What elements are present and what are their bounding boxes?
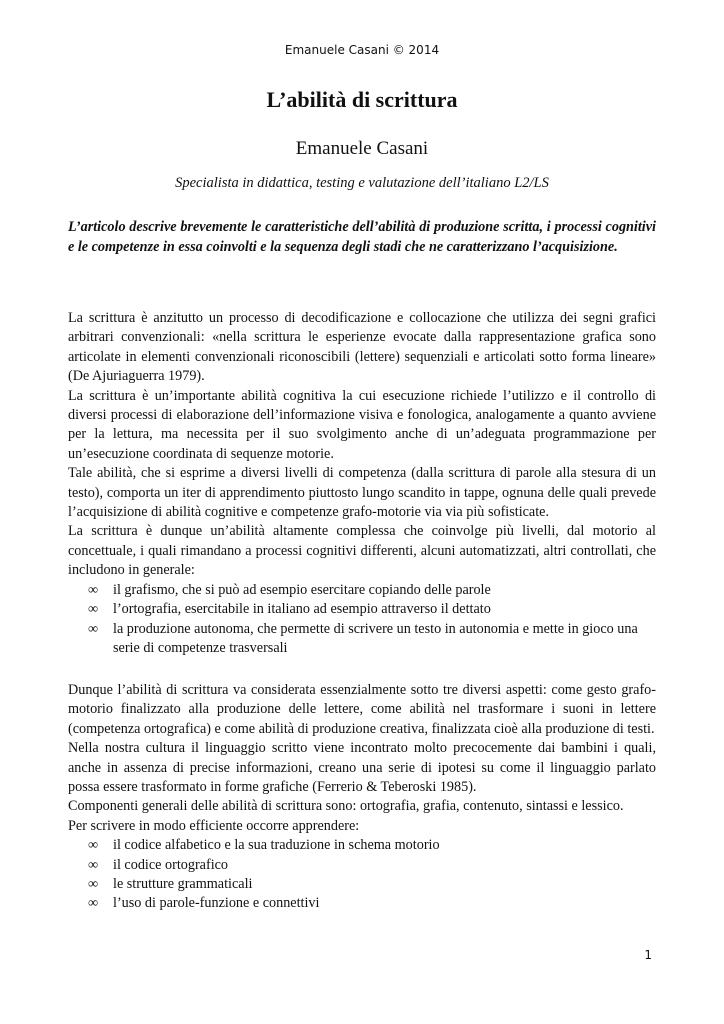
author-affiliation: Specialista in didattica, testing e valutazione dell’italiano L2/LS: [175, 175, 549, 191]
paragraph: Componenti generali delle abilità di scrittura sono: ortografia, grafia, contenuto, sintassi e lessico.: [68, 798, 624, 815]
author-name: Emanuele Casani: [295, 138, 429, 159]
infinity-bullet-icon: ∞: [88, 837, 99, 854]
infinity-bullet-icon: ∞: [88, 581, 99, 598]
running-header: Emanuele Casani © 2014: [284, 43, 440, 57]
paragraph: Tale abilità, che si esprime a diversi livelli di competenza (dalla scrittura di parole alla stesura di un testo), comporta un iter di apprendimento piuttosto lungo scandito in tappe, ognuna delle quali prevede l’acquisizione di abilità cognitive e competenze grafo-motorie via via più sofisticate.: [68, 465, 656, 521]
list-item-text: l’uso di parole-funzione e connettivi: [113, 895, 320, 912]
list-item: [68, 836, 656, 855]
paragraph: Nella nostra cultura il linguaggio scritto viene incontrato molto precocemente dai bambini i quali, anche in assenza di precise informazioni, creano una serie di ipotesi su come il linguaggio parlato possa essere trasformato in forme grafiche (Ferrerio & Teberoski 1985).: [68, 740, 656, 796]
infinity-bullet-icon: ∞: [88, 620, 99, 637]
body-section-1: [68, 309, 656, 658]
paragraph: Dunque l’abilità di scrittura va considerata essenzialmente sotto tre diversi aspetti: come gesto grafo-motorio finalizzato alla produzione delle lettere, come abilità nel trasformare i suoni in lettere (competenza ortografica) e come abilità di produzione creativa, finalizzata cioè alla produzione di testi.: [68, 682, 656, 737]
body-section-2: [68, 681, 656, 914]
infinity-bullet-icon: ∞: [88, 601, 99, 618]
bullet-list: [68, 581, 656, 659]
paragraph: La scrittura è un’importante abilità cognitiva la cui esecuzione richiede l’utilizzo e il controllo di diversi processi di elaborazione dell’informazione visiva e fonologica, analogamente a quanto avviene per la lettura, ma necessita per il suo svolgimento anche di un’adeguata programmazione per un’esecuzione coordinata di sequenze motorie.: [68, 387, 656, 462]
list-item-text: il codice ortografico: [113, 856, 229, 873]
list-item: [68, 875, 656, 894]
bullet-list: [68, 836, 656, 914]
infinity-bullet-icon: ∞: [88, 856, 99, 873]
paragraph: La scrittura è anzitutto un processo di decodificazione e collocazione che utilizza dei segni grafici arbitrari convenzionali: «nella scrittura le esperienze evocate dalla rappresentazione grafica sono articolate in elementi convenzionali riconoscibili (lettere) sequenziali e articolati sotto forma lineare» (De Ajuriaguerra 1979).: [68, 310, 656, 385]
infinity-bullet-icon: ∞: [88, 876, 99, 893]
list-item-text: il grafismo, che si può ad esempio esercitare copiando delle parole: [113, 581, 491, 598]
document-title: L’abilità di scrittura: [266, 87, 458, 112]
list-item: [68, 856, 656, 875]
list-item-text: la produzione autonoma, che permette di scrivere un testo in autonomia e mette in gioco una serie di competenze trasversali: [113, 620, 638, 656]
infinity-bullet-icon: ∞: [88, 895, 99, 912]
list-item: [68, 581, 656, 600]
paragraph: La scrittura è dunque un’abilità altamente complessa che coinvolge più livelli, dal motorio al concettuale, i quali rimandano a processi cognitivi differenti, alcuni automatizzati, altri controllati, che includono in generale:: [68, 523, 656, 579]
list-item: [68, 600, 656, 619]
paragraph: Per scrivere in modo efficiente occorre apprendere:: [68, 817, 360, 834]
abstract: L’articolo descrive brevemente le caratteristiche dell’abilità di produzione scritta, i processi cognitivi e le competenze in essa coinvolti e la sequenza degli stadi che ne caratterizzano l’acquisizione.: [68, 219, 656, 255]
page-number: 1: [644, 948, 652, 962]
list-item: [68, 620, 656, 659]
list-item-text: le strutture grammaticali: [113, 876, 253, 893]
list-item-text: il codice alfabetico e la sua traduzione in schema motorio: [113, 837, 440, 854]
list-item: [68, 894, 656, 913]
list-item-text: l’ortografia, esercitabile in italiano ad esempio attraverso il dettato: [113, 601, 491, 618]
